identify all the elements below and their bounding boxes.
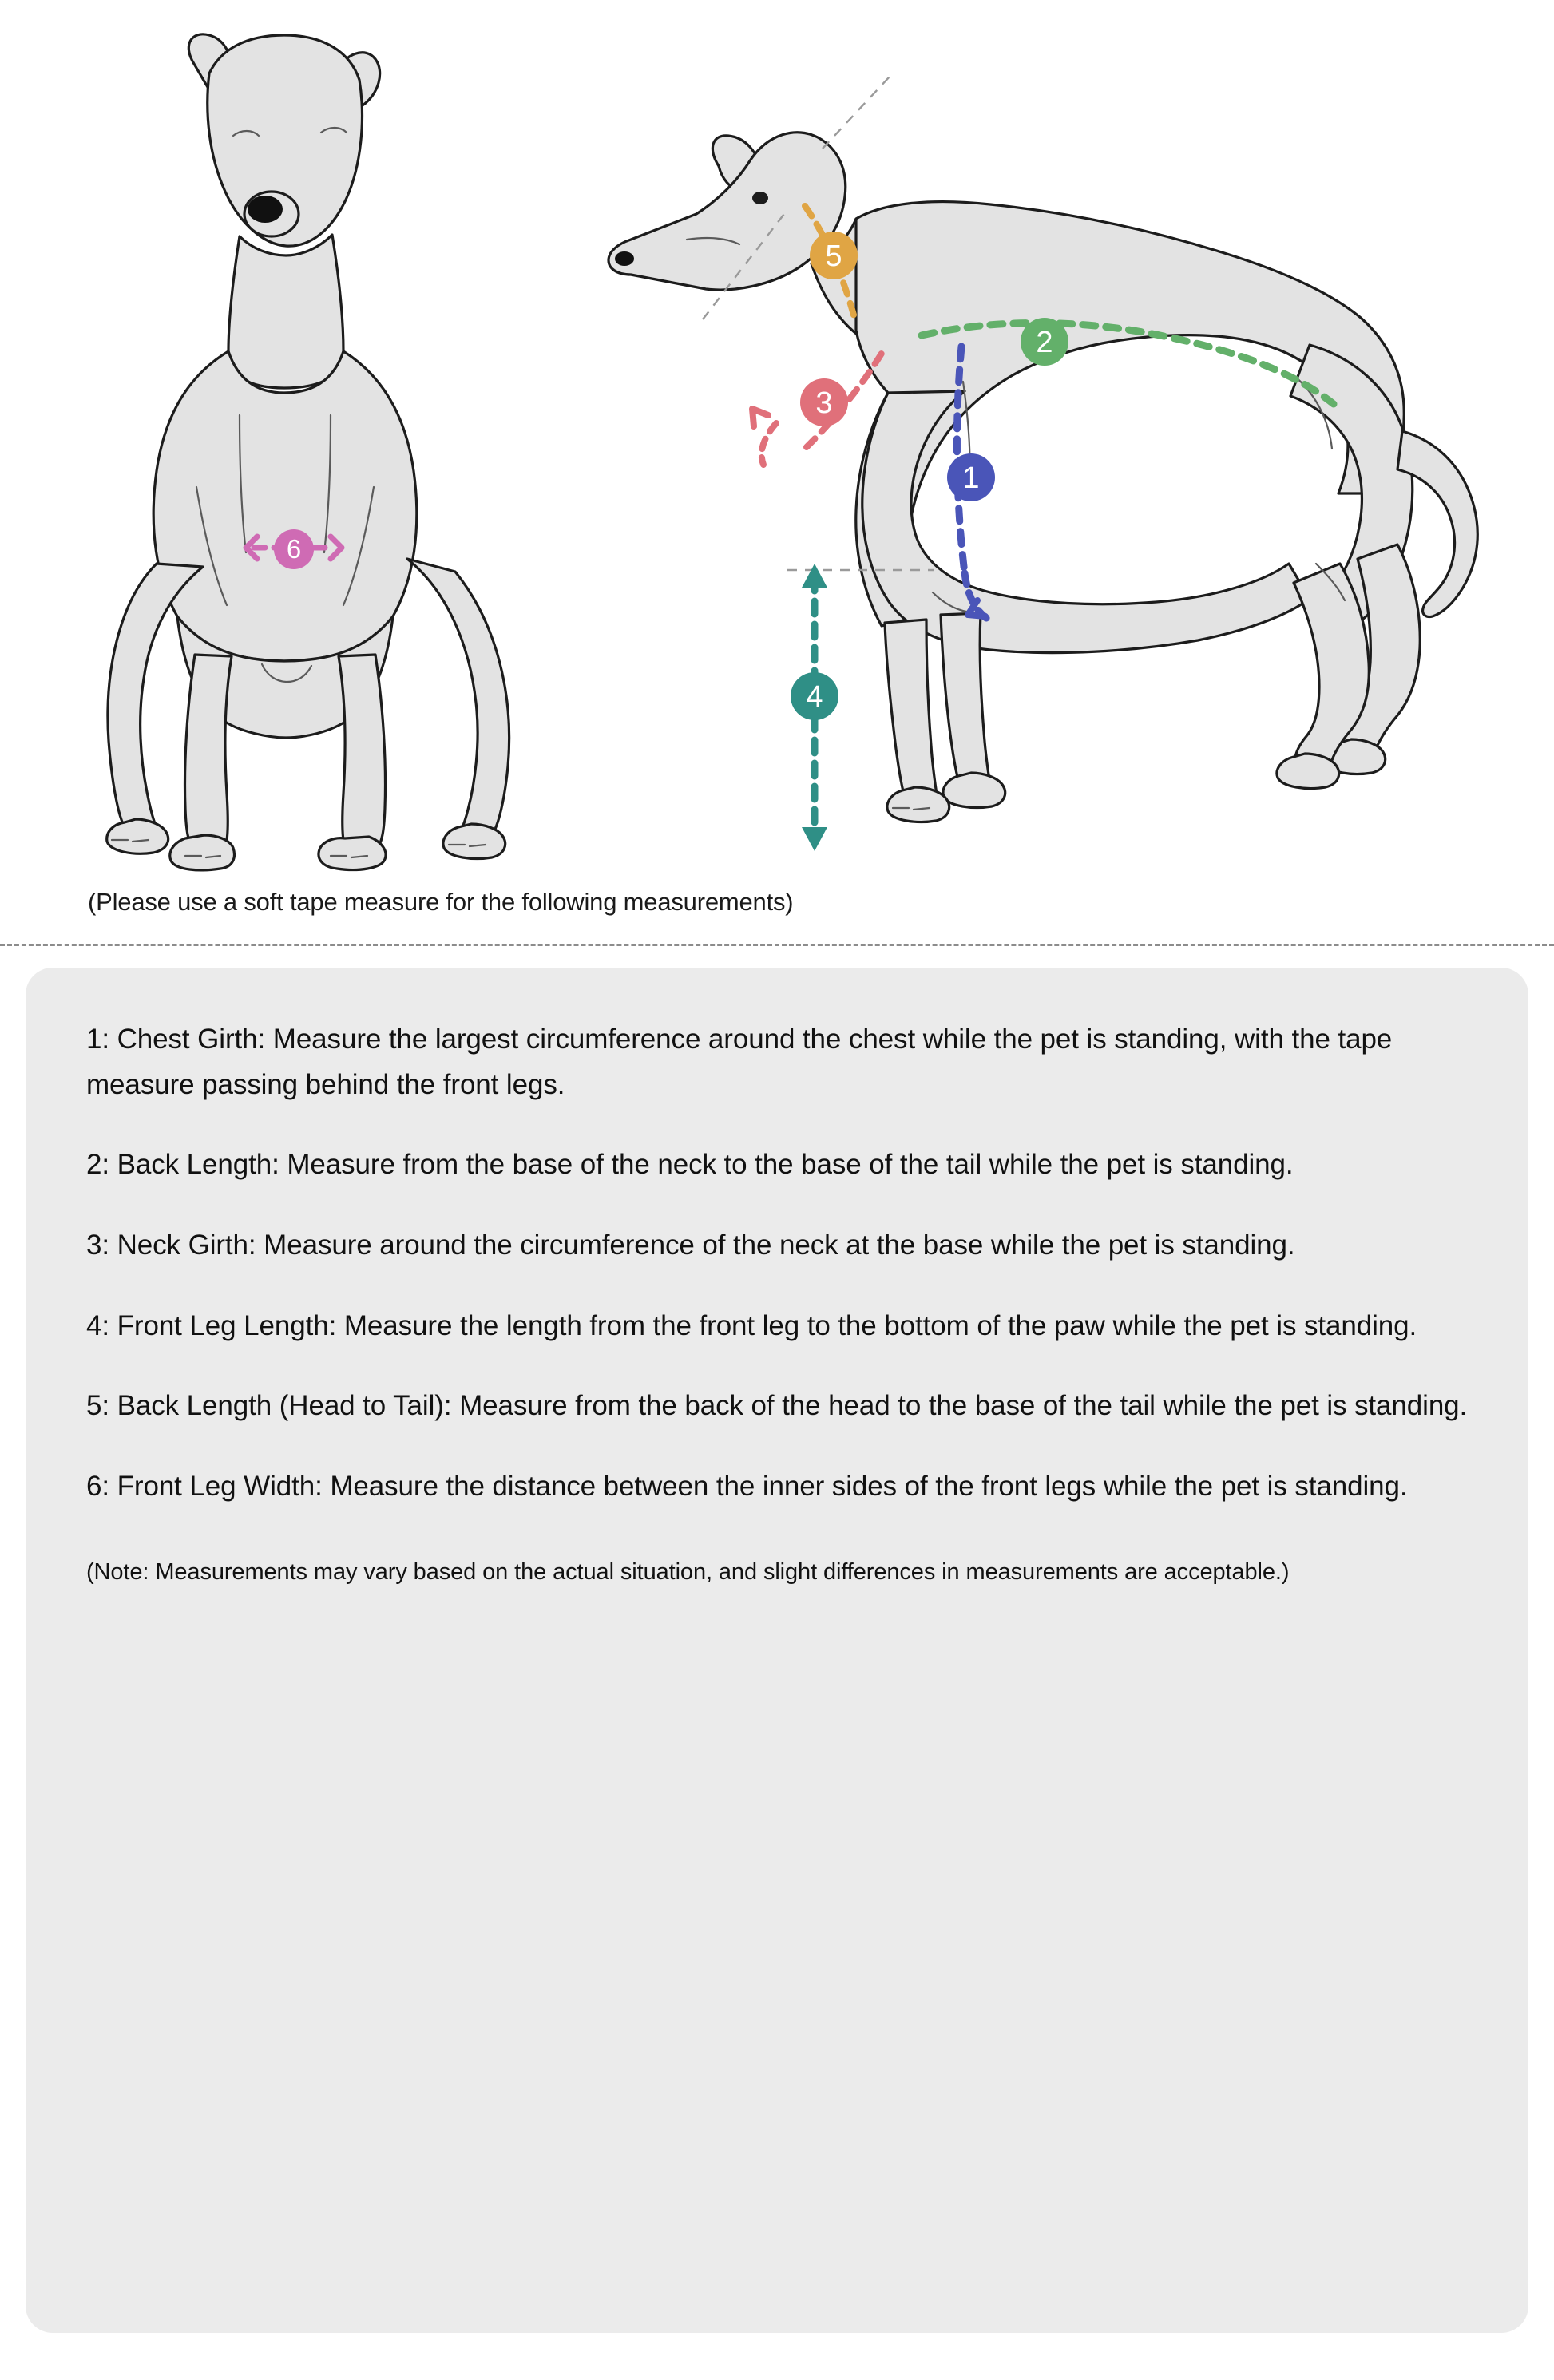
instruction-front-leg-width: 6: Front Leg Width: Measure the distance between the inner sides of the front legs while the pet is standing.: [86, 1471, 1408, 1503]
svg-text:5: 5: [825, 240, 842, 273]
marker-5: [810, 232, 858, 279]
soft-tape-note: (Please use a soft tape measure for the following measurements): [88, 888, 794, 916]
dashed-divider: [0, 944, 1554, 946]
instruction-chest-girth: 1: Chest Girth: Measure the largest circumference around the chest while the pet is standing, with the tape measure passing behind the front legs.: [86, 1024, 1393, 1100]
instructions-panel: [26, 968, 1528, 2333]
dog-front-view: [107, 34, 509, 870]
svg-text:4: 4: [806, 680, 823, 714]
instruction-neck-girth: 3: Neck Girth: Measure around the circumference of the neck at the base while the pet is standing.: [86, 1230, 1295, 1261]
marker-3: [800, 378, 848, 426]
marker-2: [1021, 318, 1068, 366]
instruction-front-leg-length: 4: Front Leg Length: Measure the length from the front leg to the bottom of the paw while the pet is standing.: [86, 1309, 1417, 1341]
marker-4: [791, 672, 838, 720]
svg-text:6: 6: [286, 534, 302, 564]
marker-1: [947, 453, 995, 501]
dog-side-view: [609, 77, 1477, 851]
dog-measurement-illustration: [0, 0, 1554, 886]
svg-text:2: 2: [1036, 326, 1053, 359]
instruction-back-length: 2: Back Length: Measure from the base of the neck to the base of the tail while the pet is standing.: [86, 1149, 1294, 1181]
svg-text:1: 1: [962, 461, 980, 495]
svg-text:3: 3: [815, 386, 833, 420]
instruction-note: (Note: Measurements may vary based on the actual situation, and slight differences in measurements are acceptable.): [86, 1558, 1290, 1585]
marker-6: [274, 529, 314, 569]
instruction-back-length-head-to-tail: 5: Back Length (Head to Tail): Measure from the back of the head to the base of the tail while the pet is standing.: [86, 1390, 1468, 1422]
